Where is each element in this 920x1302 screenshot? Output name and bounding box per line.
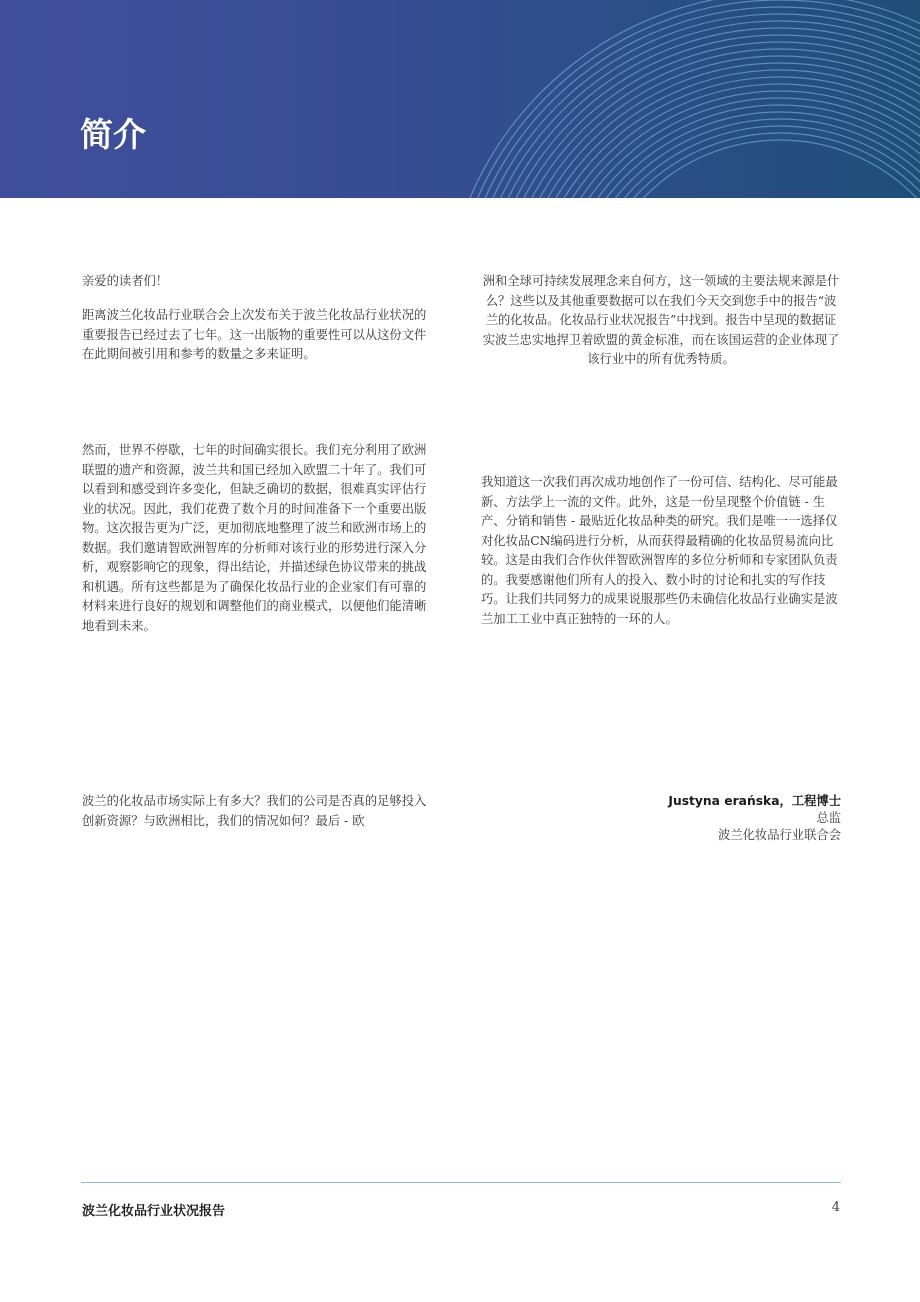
signature-block	[560, 793, 841, 844]
decorative-arc	[555, 105, 920, 198]
concentric-arcs-decoration	[0, 0, 920, 198]
signature-role: 总监	[816, 811, 841, 825]
decorative-arc	[457, 7, 920, 198]
paragraph-1: 距离波兰化妆品行业联合会上次发布关于波兰化妆品行业状况的重要报告已经过去了七年。这一出版物的重要性可以从这份文件在此期间被引用和参考的数量之多来证明。	[82, 308, 427, 361]
greeting: 亲爱的读者们！	[82, 274, 169, 288]
footer-divider	[81, 1182, 841, 1183]
decorative-arc	[590, 140, 920, 198]
decorative-arc	[527, 77, 920, 198]
signature-name: Justyna erańska，工程博士	[668, 794, 841, 808]
paragraph-5: 我知道这一次我们再次成功地创作了一份可信、结构化、尽可能最新、方法学上一流的文件。此外，这是一份呈现整个价值链 - 生产、分销和销售 - 最贴近化妆品种类的研究。我们是唯一一选择仅对化妆品CN编码进行分析，从而获得最精确的化妆品贸易流向比较。这是由我们合作伙伴智欧洲智库的多位分析师和专家团队负责的。我要感谢他们所有人的投入、数小时的讨论和扎实的写作技巧。让我们共同努力的成果说服那些仍未确信化妆品行业确实是波兰加工工业中真正独特的一环的人。	[481, 475, 838, 626]
header-banner	[0, 0, 920, 198]
decorative-arc	[513, 63, 920, 198]
paragraph-2: 然而，世界不停歇，七年的时间确实很长。我们充分利用了欧洲联盟的遗产和资源，波兰共和国已经加入欧盟二十年了。我们可以看到和感受到许多变化，但缺乏确切的数据，很难真实评估行业的状况。因此，我们花费了数个月的时间准备下一个重要出版物。这次报告更为广泛，更加彻底地整理了波兰和欧洲市场上的数据。我们邀请智欧洲智库的分析师对该行业的形势进行深入分析，观察影响它的现象，得出结论，并描述绿色协议带来的挑战和机遇。所有这些都是为了确保化妆品行业的企业家们有可靠的材料来进行良好的规划和调整他们的商业模式，以便他们能清晰地看到未来。	[82, 443, 427, 633]
decorative-arc	[520, 70, 920, 198]
page-title: 简介	[80, 115, 146, 154]
footer-title: 波兰化妆品行业状况报告	[82, 1204, 226, 1219]
decorative-arc	[492, 42, 920, 198]
paragraph-3: 波兰的化妆品市场实际上有多大？我们的公司是否真的足够投入创新资源？与欧洲相比，我们的情况如何？最后 - 欧	[82, 794, 427, 828]
signature-org: 波兰化妆品行业联合会	[718, 828, 841, 842]
page-number: 4	[831, 1200, 840, 1215]
decorative-arc	[562, 112, 920, 198]
decorative-arc	[450, 0, 920, 198]
paragraph-4: 洲和全球可持续发展理念来自何方，这一领域的主要法规来源是什么？这些以及其他重要数据可以在我们今天交到您手中的报告“波兰的化妆品。化妆品行业状况报告”中找到。报告中呈现的数据证实波兰忠实地捍卫着欧盟的黄金标准，而在该国运营的企业体现了该行业中的所有优秀特质。	[482, 274, 840, 366]
